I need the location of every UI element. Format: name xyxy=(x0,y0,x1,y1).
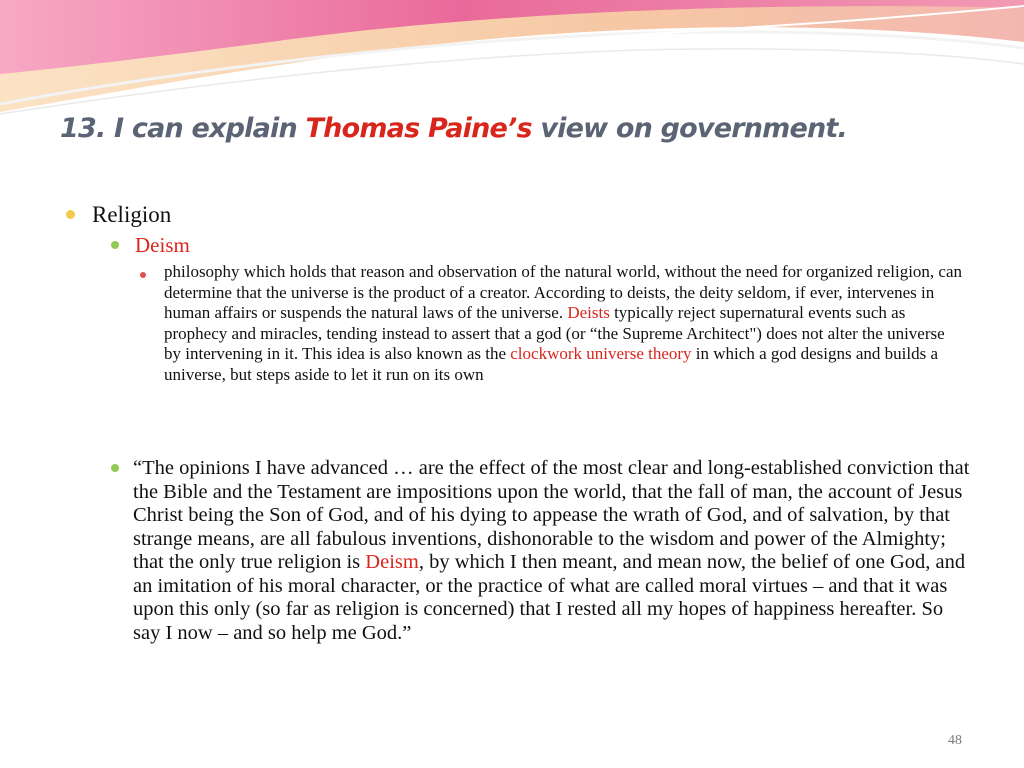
title-part-1: 13. I can explain xyxy=(60,113,306,144)
deism-definition xyxy=(164,262,964,385)
bullet-deism: Deism xyxy=(135,233,190,257)
header-wave-decoration xyxy=(0,0,1024,130)
quote-highlight-deism: Deism xyxy=(365,551,419,573)
paine-quote xyxy=(133,457,973,645)
definition-text-3: in which a god designs and builds a universe, but steps aside to let it run on its own xyxy=(164,344,939,384)
quote-text-2: , by which I then meant, and mean now, the belief of one God, and an imitation of his moral character, or the practice of what are called moral virtues – and that it was upon this only (so far as religion is concerned) that I rested all my hopes of happiness hereafter. So say I now – and so help me God.” xyxy=(133,551,966,644)
level2-bullet-icon xyxy=(111,464,119,472)
bullet-religion: Religion xyxy=(92,202,172,227)
page-number: 48 xyxy=(948,733,962,748)
definition-highlight-deists: Deists xyxy=(567,303,610,322)
definition-text-1: philosophy which holds that reason and observation of the natural world, without the need for organized religion, can determine that the universe is the product of a creator. According to deists, the deity seldom, if ever, intervenes in human affairs or suspends the natural laws of the universe. xyxy=(164,262,963,322)
level3-bullet-icon xyxy=(140,272,146,278)
level2-bullet-icon xyxy=(111,241,119,249)
definition-highlight-clockwork: clockwork universe theory xyxy=(510,344,692,363)
level1-bullet-icon xyxy=(66,210,75,219)
title-part-2: view on government. xyxy=(531,113,847,144)
definition-text-2: typically reject supernatural events such as prophecy and miracles, tending instead to assert that a god (or “the Supreme Architect") does not alter the universe by intervening in it. This idea is also known as the xyxy=(164,303,945,363)
title-highlight: Thomas Paine’s xyxy=(305,113,532,144)
slide-title xyxy=(60,113,1000,144)
quote-text-1: “The opinions I have advanced … are the effect of the most clear and long-established conviction that the Bible and the Testament are impositions upon the world, that the fall of man, the account of Jesus Christ being the Son of God, and of his dying to appease the wrath of God, and of salvation, by that strange means, are all fabulous inventions, dishonorable to the wisdom and power of the Almighty; that the only true religion is xyxy=(133,457,970,573)
